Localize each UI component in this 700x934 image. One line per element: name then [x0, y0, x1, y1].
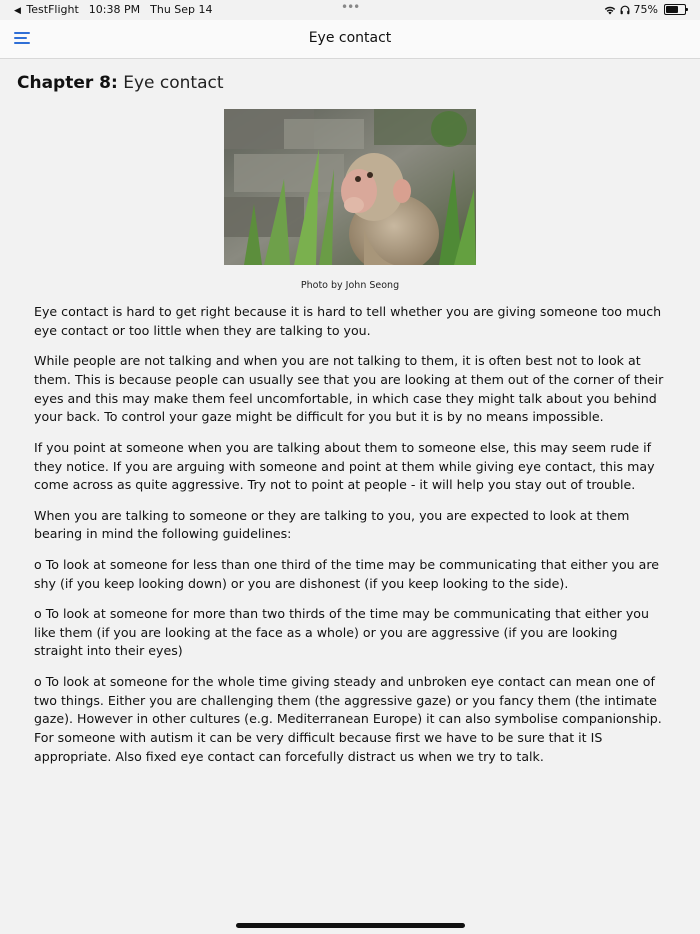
battery-fill	[666, 6, 678, 13]
nav-title: Eye contact	[308, 30, 392, 46]
chapter-heading	[17, 73, 224, 93]
photo-caption: Photo by John Seong	[300, 280, 400, 291]
chapter-number: Chapter 8:	[17, 73, 118, 93]
multitasking-dots-icon[interactable]: •••	[341, 0, 360, 14]
headphones-icon	[620, 5, 630, 15]
monkey-illustration	[224, 109, 476, 265]
paragraph: Eye contact is hard to get right because it is hard to tell whether you are giving someone too much eye contact or too little when they are talking to you.	[34, 304, 662, 338]
status-time: 10:38 PM	[88, 3, 141, 16]
status-right	[604, 3, 686, 16]
status-bar	[0, 0, 700, 20]
status-date: Thu Sep 14	[150, 3, 213, 16]
paragraph: When you are talking to someone or they are talking to you, you are expected to look at them bearing in mind the following guidelines:	[34, 507, 630, 542]
back-arrow-icon: ◀	[14, 6, 21, 16]
status-left	[14, 3, 213, 16]
battery-icon	[664, 4, 686, 15]
chapter-body	[34, 303, 670, 778]
monkey-photo	[224, 109, 476, 265]
battery-percent: 75%	[633, 3, 658, 16]
wifi-icon	[604, 5, 616, 15]
guideline-item: o To look at someone for less than one third of the time may be communicating that either you are shy (if you keep looking down) or you are dishonest (if you keep looking to the side).	[34, 556, 660, 591]
battery-tip	[686, 8, 688, 11]
guideline-item: o To look at someone for the whole time giving steady and unbroken eye contact can mean one of two things. Either you are challenging them (the aggressive gaze) or you fancy them (the intimate gaze). However in other cultures (e.g. Mediterranean Europe) it can also symbolise companionship. For someone with autism it can be very difficult because first we have to be sure that it IS appropriate. Also fixed eye contact can forcefully distract us when we try to talk.	[34, 673, 662, 764]
navigation-bar	[0, 20, 700, 59]
guideline-item: o To look at someone for more than two thirds of the time may be communicating that either you like them (if you are looking at the face as a whole) or you are aggressive (if you are looking straight into their eyes)	[34, 605, 649, 659]
back-app-label: TestFlight	[26, 3, 79, 16]
paragraph: If you point at someone when you are talking about them to someone else, this may seem rude if they notice. If you are arguing with someone and point at them while giving eye contact, this may come across as quite aggressive. Try not to point at people - it will help you stay out of trouble.	[34, 439, 655, 493]
back-to-app-link[interactable]	[14, 3, 79, 16]
chapter-name: Eye contact	[123, 73, 224, 93]
paragraph: While people are not talking and when you are not talking to them, it is often best not to look at them. This is because people can usually see that you are looking at them out of the corner of their eyes and this may make them feel uncomfortable, in which case they might talk about you behind your back. To control your gaze might be difficult for you but it is by no means impossible.	[34, 353, 664, 425]
home-indicator[interactable]	[236, 923, 465, 928]
